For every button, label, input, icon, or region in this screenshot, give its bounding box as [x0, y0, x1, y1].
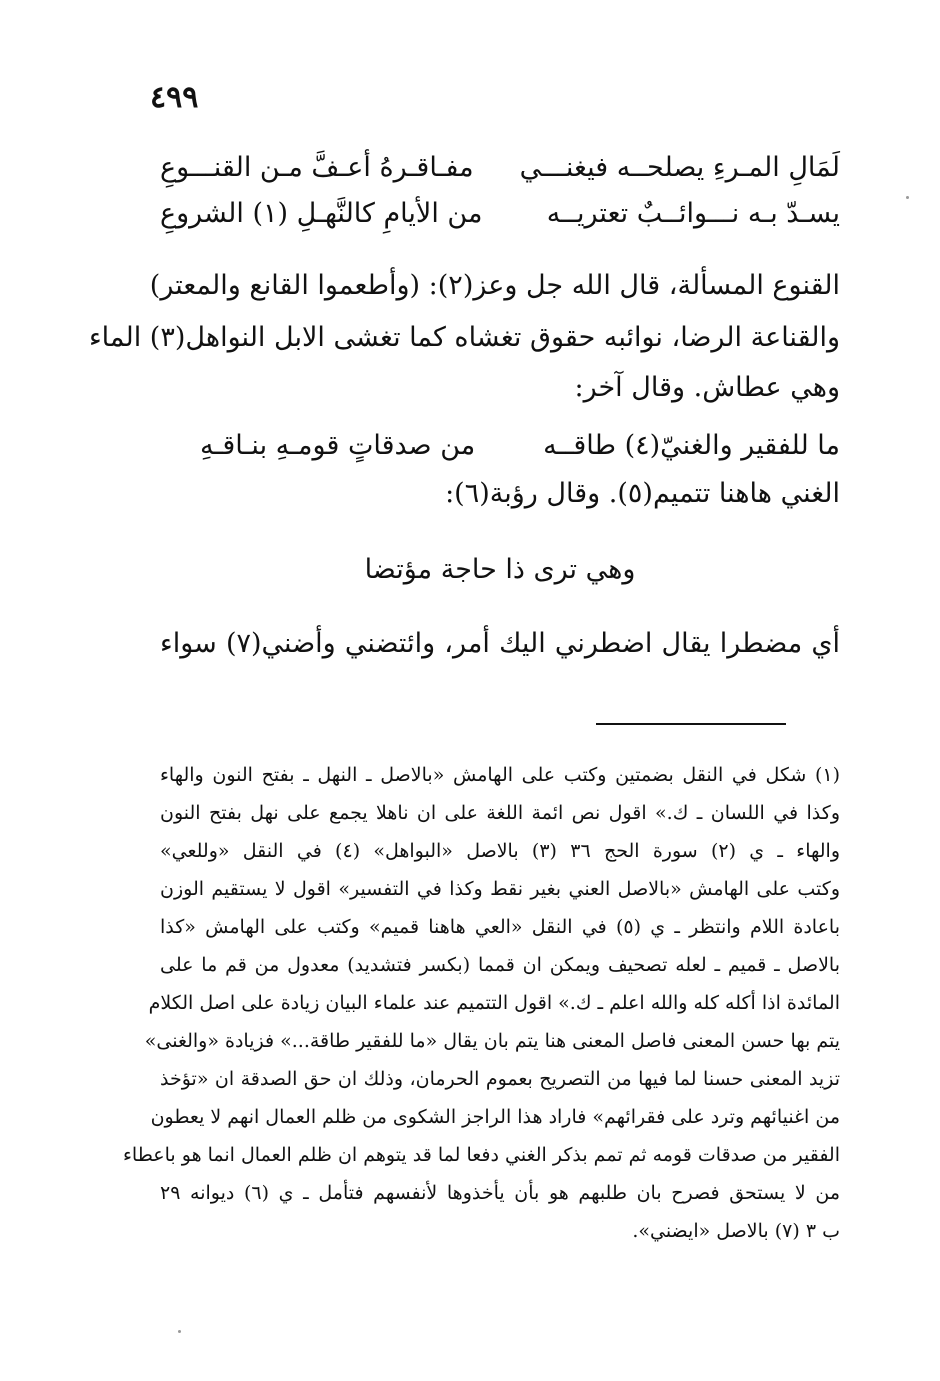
verse-1-line-2 — [160, 198, 840, 229]
prose-line-2: والقناعة الرضا، نوائبه حقوق تغشاه كما تغشى الابل النواهل(٣) الماء — [88, 322, 840, 353]
footnote-line-11: الفقير من صدقات قومه ثم تمم بذكر الغني دفعا لما قد يتوهم ان ظلم العمال انما هو باعطاء — [122, 1144, 840, 1166]
verse-2-line-1-left-hemistich: من صدقاتٍ قومـهِ بنـاقـهِ — [200, 430, 476, 461]
verse-1-line-2-right-hemistich: يسـدّ بـه نـــوائــبٌ تعتريــه — [546, 198, 840, 229]
verse-1-line-1-left-hemistich: مفـاقـرهُ أعـفَّ مـن القنـــوعِ — [160, 152, 474, 183]
footnote-line-6: بالاصل ـ قميم ـ لعله تصحيف ويمكن ان قمما (بكسر فتشديد) معدول من قم ما على — [160, 954, 840, 976]
prose-line-1: القنوع المسألة، قال الله جل وعز(٢): (وأطعموا القانع والمعتر) — [149, 270, 840, 301]
footnote-line-13: ب ٣ (٧) بالاصل «ايضني». — [632, 1220, 840, 1242]
footnote-separator — [596, 723, 786, 725]
footnote-line-5: باعادة اللام وانتظر ـ ي (٥) في النقل «العي هاهنا قميم» وكتب على الهامش «كذا — [160, 916, 840, 938]
footnote-line-2: وكذا في اللسان ـ ك.» اقول نص ائمة اللغة على ان ناهلا يجمع على نهل بفتح النون — [160, 802, 840, 824]
footnote-line-1: (١) شكل في النقل بضمتين وكتب على الهامش «بالاصل ـ النهل ـ بفتح النون والهاء — [160, 764, 840, 786]
verse-2-line-2: الغني هاهنا تتميم(٥). وقال رؤبة(٦): — [445, 478, 840, 509]
prose-2: أي مضطرا يقال اضطرني اليك أمر، وائتضني وأضني(٧) سواء — [160, 628, 840, 659]
prose-line-3: وهي عطاش. وقال آخر: — [574, 372, 840, 403]
footnote-line-8: يتم بها حسن المعنى فاصل المعنى هنا يتم بان يقال «ما للفقير طاقة...» فزيادة «والغنى» — [144, 1030, 840, 1052]
footnote-line-10: من اغنيائهم وترد على فقرائهم» فاراد هذا الراجز الشكوى من ظلم العمال انهم لا يعطون — [150, 1106, 840, 1128]
verse-1-line-1 — [160, 152, 840, 183]
verse-2-line-1-right-hemistich: ما للفقير والغنيّ(٤) طاقــه — [543, 430, 840, 461]
page-number: ٤٩٩ — [150, 80, 199, 115]
footnote-line-7: المائدة اذا أكله كله والله اعلم ـ ك.» اقول التتميم عند علماء البيان زيادة على اصل الكلام — [148, 992, 840, 1014]
verse-3: وهي ترى ذا حاجة مؤتضا — [364, 554, 636, 585]
footnote-line-4: وكتب على الهامش «بالاصل العني بغير نقط وكذا في التفسير» اقول لا يستقيم الوزن — [160, 878, 840, 900]
verse-1-line-2-left-hemistich: من الأيامِ كالنَّهـلِ (١) الشروعِ — [160, 198, 483, 229]
scan-speck — [906, 196, 909, 199]
scan-speck — [178, 1330, 181, 1333]
footnote-line-3: والهاء ـ ي (٢) سورة الحج ٣٦ (٣) بالاصل «البواهل» (٤) في النقل «وللعي» — [160, 840, 840, 862]
verse-2-line-1 — [200, 430, 840, 461]
verse-1-line-1-right-hemistich: لَمَالِ المـرءِ يصلحــه فيغنـــي — [519, 152, 840, 183]
footnote-line-12: من لا يستحق فصرح بان طلبهم هو بأن يأخذوها لأنفسهم فتأمل ـ ي (٦) ديوانه ٢٩ — [160, 1182, 841, 1204]
footnote-line-9: تزيد المعنى حسنا لما فيها من التصريح بعموم الحرمان، وذلك ان حق الصدقة ان «تؤخذ — [160, 1068, 840, 1090]
